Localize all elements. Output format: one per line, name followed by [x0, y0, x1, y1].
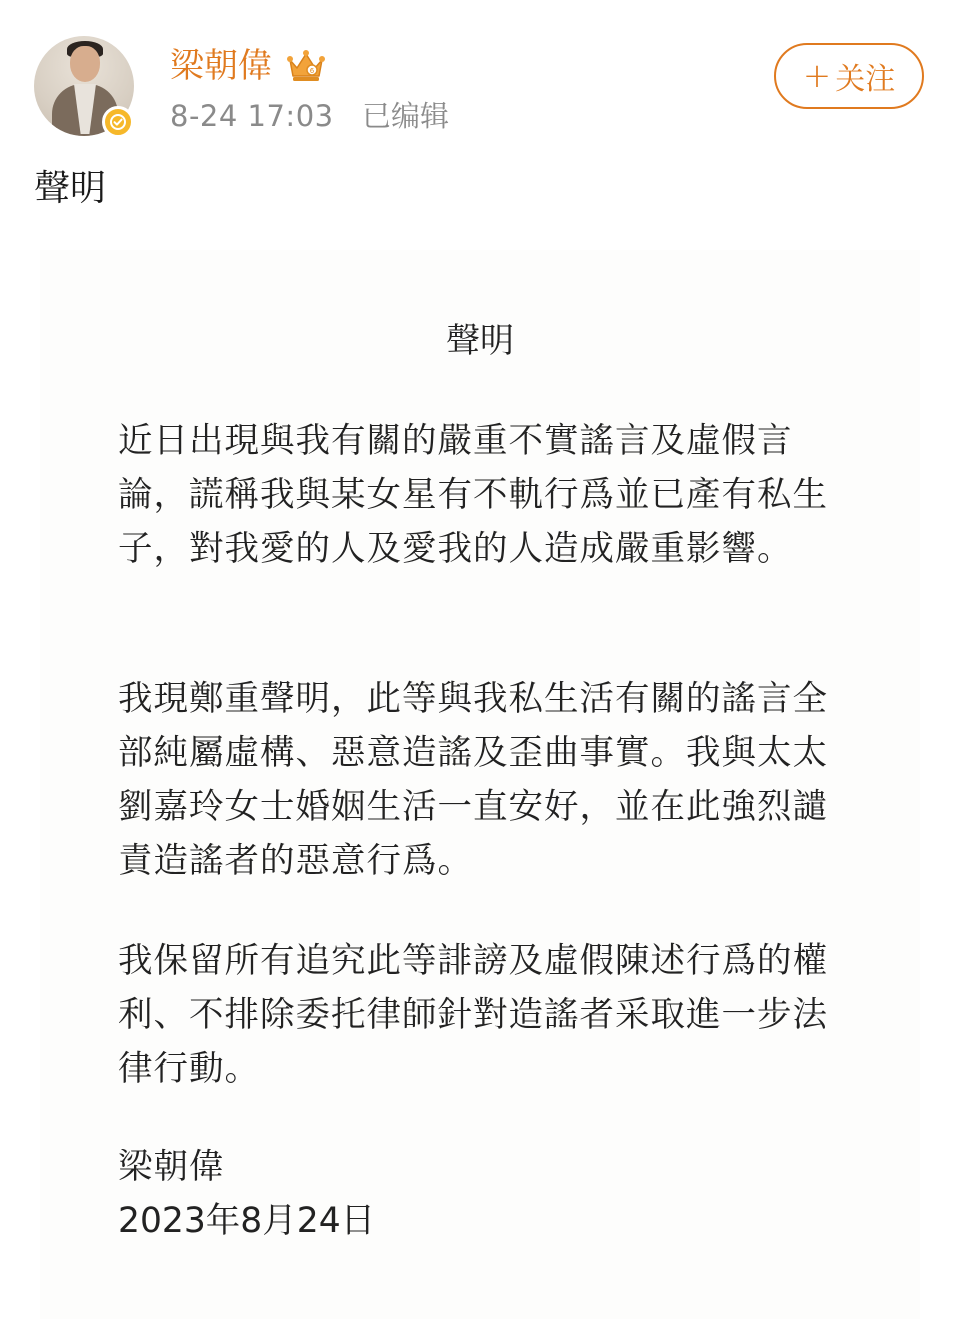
follow-button-label: 关注 — [835, 62, 896, 97]
author-name[interactable]: 梁朝偉 — [170, 46, 272, 86]
statement-paragraph: 近日出現與我有關的嚴重不實謠言及虛假言論，謊稱我與某女星有不軌行爲並已產有私生子，對我愛的人及愛我的人造成嚴重影響。 — [118, 421, 828, 569]
statement-paragraph: 我現鄭重聲明，此等與我私生活有關的謠言全部純屬虛構、惡意造謠及歪曲事實。我與太太劉嘉玲女士婚姻生活一直安好，並在此強烈譴責造謠者的惡意行爲。 — [118, 679, 828, 881]
follow-button[interactable] — [774, 43, 924, 109]
post-header — [0, 0, 960, 150]
post-timestamp: 8-24 17:03 — [170, 99, 334, 133]
statement-date: 2023年8月24日 — [118, 1201, 376, 1241]
crown-icon — [286, 48, 326, 84]
edited-label[interactable]: 已编辑 — [362, 99, 450, 133]
statement-signature: 梁朝偉 — [118, 1147, 225, 1187]
statement-title: 聲明 — [446, 321, 514, 361]
post-text: 聲明 — [34, 168, 107, 209]
statement-paragraph: 我保留所有追究此等誹謗及虛假陳述行爲的權利、不排除委托律師針對造謠者采取進一步法律行動。 — [118, 941, 828, 1089]
verified-badge-icon — [102, 106, 134, 138]
svg-text:6: 6 — [309, 67, 315, 75]
avatar-head — [70, 46, 100, 82]
plus-icon: + — [802, 56, 832, 96]
